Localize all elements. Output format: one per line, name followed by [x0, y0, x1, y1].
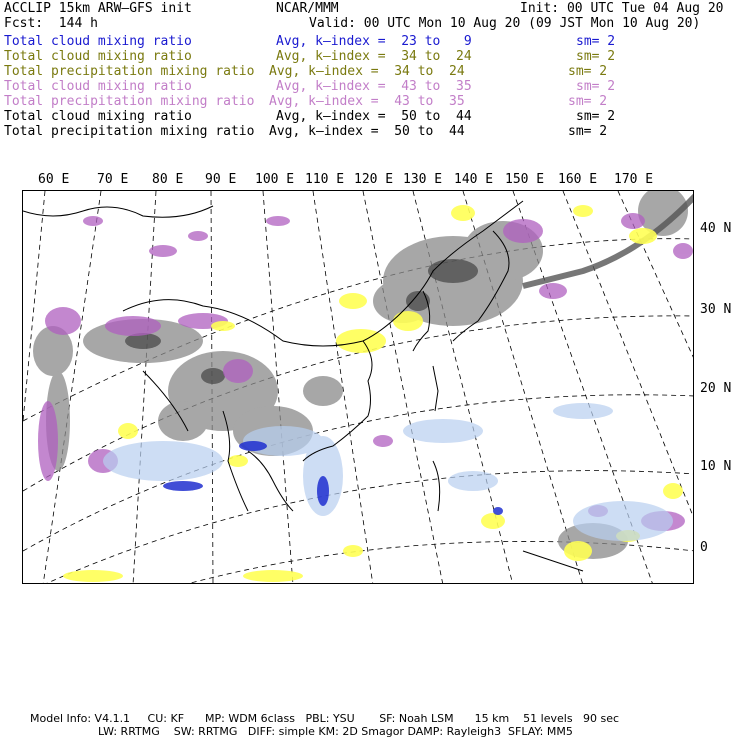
field-avg: Avg, k–index = 50 to 44 [269, 124, 465, 139]
lon-label: 80 E [152, 172, 184, 187]
field-name: Total cloud mixing ratio [4, 79, 192, 94]
lat-label: 10 N [700, 459, 732, 474]
lon-label: 120 E [354, 172, 394, 187]
forecast-map [23, 191, 694, 584]
field-name: Total precipitation mixing ratio [4, 124, 255, 139]
field-sm: sm= 2 [576, 109, 616, 124]
center-label: NCAR/MMM [276, 1, 339, 16]
lon-label: 160 E [558, 172, 598, 187]
field-name: Total precipitation mixing ratio [4, 64, 255, 79]
lon-label: 100 E [255, 172, 295, 187]
lon-label: 70 E [97, 172, 129, 187]
init-time: Init: 00 UTC Tue 04 Aug 20 [520, 1, 724, 16]
field-sm: sm= 2 [576, 34, 616, 49]
lon-label: 110 E [305, 172, 345, 187]
lon-label: 130 E [403, 172, 443, 187]
field-name: Total cloud mixing ratio [4, 49, 192, 64]
field-sm: sm= 2 [568, 94, 608, 109]
model-title: ACCLIP 15km ARW–GFS init [4, 1, 192, 16]
lon-label: 140 E [454, 172, 494, 187]
lat-label: 20 N [700, 381, 732, 396]
field-name: Total cloud mixing ratio [4, 109, 192, 124]
field-avg: Avg, k–index = 23 to 9 [276, 34, 472, 49]
lat-label: 40 N [700, 221, 732, 236]
model-info-line1: Model Info: V4.1.1 CU: KF MP: WDM 6class PBL: YSU SF: Noah LSM 15 km 51 levels 90 sec [30, 712, 620, 725]
forecast-hour: Fcst: 144 h [4, 16, 98, 31]
field-sm: sm= 2 [568, 64, 608, 79]
field-sm: sm= 2 [568, 124, 608, 139]
lat-label: 30 N [700, 302, 732, 317]
field-name: Total precipitation mixing ratio [4, 94, 255, 109]
field-name: Total cloud mixing ratio [4, 34, 192, 49]
field-sm: sm= 2 [576, 79, 616, 94]
violet-cloud-field [38, 213, 693, 531]
model-info-line2: LW: RRTMG SW: RRTMG DIFF: simple KM: 2D Smagor DAMP: Rayleigh3 SFLAY: MM5 [98, 725, 573, 738]
field-avg: Avg, k–index = 34 to 24 [276, 49, 472, 64]
field-sm: sm= 2 [576, 49, 616, 64]
lon-label: 150 E [505, 172, 545, 187]
map-panel [22, 190, 694, 584]
field-avg: Avg, k–index = 50 to 44 [276, 109, 472, 124]
field-avg: Avg, k–index = 43 to 35 [269, 94, 465, 109]
lon-label: 170 E [614, 172, 654, 187]
lat-label: 0 [700, 540, 708, 555]
field-avg: Avg, k–index = 34 to 24 [269, 64, 465, 79]
lon-label: 60 E [38, 172, 70, 187]
field-avg: Avg, k–index = 43 to 35 [276, 79, 472, 94]
valid-time: Valid: 00 UTC Mon 10 Aug 20 (09 JST Mon 10 Aug 20) [309, 16, 701, 31]
lon-label: 90 E [205, 172, 237, 187]
